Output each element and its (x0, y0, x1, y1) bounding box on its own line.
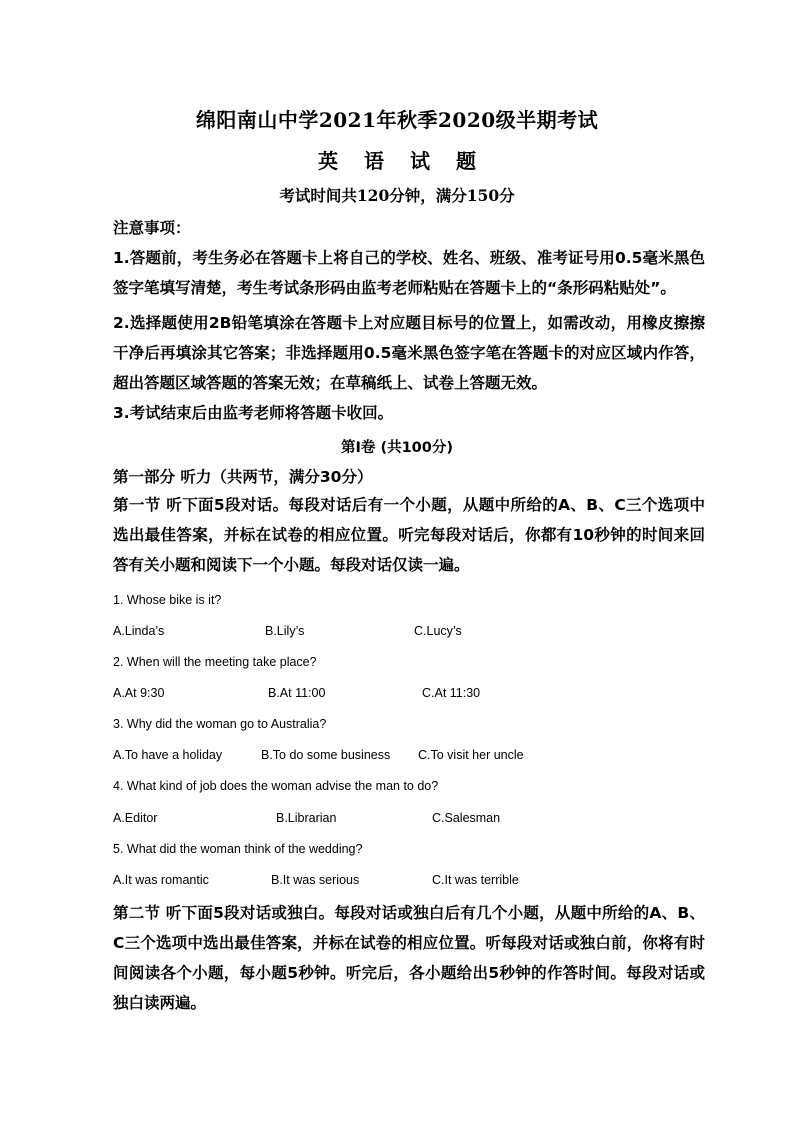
option-c: C.It was terrible (432, 873, 519, 887)
volume-heading: 第Ⅰ卷 (共100分) (341, 440, 453, 456)
option-a: A.Editor (113, 811, 158, 825)
school-title: 绵阳南山中学2021年秋季2020级半期考试 (195, 108, 599, 132)
option-b: B.Lily’s (265, 624, 305, 638)
option-a: A.To have a holiday (113, 748, 223, 762)
option-b: B.Librarian (276, 811, 337, 825)
question-stem: 4. What kind of job does the woman advise the man to do? (113, 779, 439, 793)
notice-item-3: 3.考试结束后由监考老师将答题卡收回。 (113, 404, 394, 422)
option-a: A.Linda’s (113, 624, 165, 638)
notice-item-2: 2.选择题使用2B铅笔填涂在答题卡上对应题目标号的位置上，如需改动，用橡皮擦擦干净后再填涂其它答案；非选择题用0.5毫米黑色签字笔在答题卡的对应区域内作答，超出答题区域答题的答案无效；在草稿纸上、试卷上答题无效。 (113, 314, 705, 392)
option-c: C.Lucy’s (414, 624, 462, 638)
option-a: A.At 9:30 (113, 686, 165, 700)
question-stem: 5. What did the woman think of the wedding? (113, 842, 363, 856)
part1-heading: 第一部分 听力（共两节，满分30分） (113, 468, 373, 486)
option-c: C.Salesman (432, 811, 501, 825)
option-b: B.To do some business (261, 748, 391, 762)
section2-instructions: 第二节 听下面5段对话或独白。每段对话或独白后有几个小题，从题中所给的A、B、C三个选项中选出最佳答案，并标在试卷的相应位置。听每段对话或独白前，你将有时间阅读各个小题，每小题5秒钟。听完后，各小题给出5秒钟的作答时间。每段对话或独白读两遍。 (113, 904, 705, 1012)
option-c: C.To visit her uncle (418, 748, 524, 762)
option-c: C.At 11:30 (422, 686, 481, 700)
option-b: B.It was serious (271, 873, 360, 887)
question-stem: 2. When will the meeting take place? (113, 655, 317, 669)
question-stem: 3. Why did the woman go to Australia? (113, 717, 327, 731)
question-stem: 1. Whose bike is it? (113, 593, 222, 607)
option-b: B.At 11:00 (268, 686, 326, 700)
option-a: A.It was romantic (113, 873, 209, 887)
notice-item-1: 1.答题前，考生务必在答题卡上将自己的学校、姓名、班级、准考证号用0.5毫米黑色签字笔填写清楚，考生考试条形码由监考老师粘贴在答题卡上的“条形码粘贴处”。 (113, 249, 705, 297)
exam-info: 考试时间共120分钟，满分150分 (279, 186, 515, 205)
notice-heading: 注意事项： (113, 219, 191, 237)
subject-title: 英语试题 (318, 149, 502, 173)
section1-instructions: 第一节 听下面5段对话。每段对话后有一个小题，从题中所给的A、B、C三个选项中选出最佳答案，并标在试卷的相应位置。听完每段对话后，你都有10秒钟的时间来回答有关小题和阅读下一个小题。每段对话仅读一遍。 (113, 496, 705, 574)
